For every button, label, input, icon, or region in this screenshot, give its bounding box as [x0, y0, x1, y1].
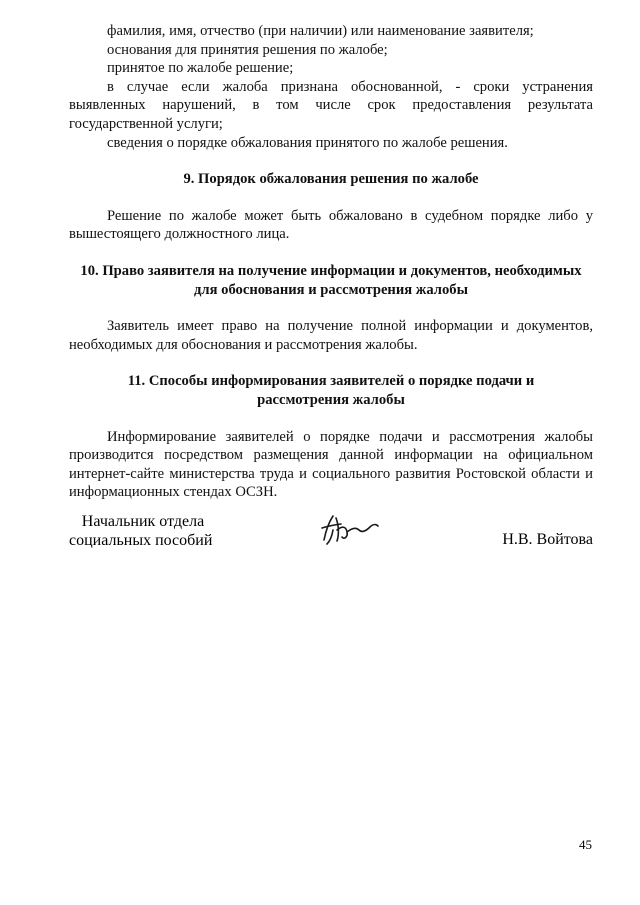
section-10-heading-line1: 10. Право заявителя на получение информации и документов, необходимых — [80, 262, 582, 279]
section-10-heading — [69, 262, 593, 299]
section-10-heading-line2: для обоснования и рассмотрения жалобы — [194, 281, 468, 298]
complaint-decision-list — [69, 22, 593, 152]
section-9-heading: 9. Порядок обжалования решения по жалобе — [183, 171, 479, 188]
position-line2: социальных пособий — [69, 532, 213, 549]
list-item: основания для принятия решения по жалобе; — [107, 41, 388, 58]
handwritten-signature-icon — [314, 510, 380, 548]
list-item: фамилия, имя, отчество (при наличии) или наименование заявителя; — [107, 23, 534, 39]
position-line1: Начальник отдела — [81, 513, 205, 530]
section-11-heading-line1: 11. Способы информирования заявителей о порядке подачи и — [127, 373, 535, 390]
signature-block — [69, 512, 593, 552]
section-9-text: Решение по жалобе может быть обжаловано в судебном порядке либо у вышестоящего должностного лица. — [69, 207, 593, 243]
list-item: сведения о порядке обжалования принятого по жалобе решения. — [107, 134, 508, 151]
list-item: в случае если жалоба признана обоснованной, - сроки устранения выявленных нарушений, в том числе срок предоставления результата государственной услуги; — [69, 78, 593, 132]
list-item: принятое по жалобе решение; — [107, 60, 294, 77]
page-number: 45 — [579, 837, 592, 852]
section-11-heading-line2: рассмотрения жалобы — [257, 391, 405, 408]
signatory-name: Н.В. Войтова — [502, 531, 593, 548]
signatory-position — [69, 512, 217, 550]
section-11-text: Информирование заявителей о порядке подачи и рассмотрения жалобы производится посредством размещения данной информации на официальном интернет-сайте министерства труда и социального развития Ростовской области и информационных стендах ОСЗН. — [69, 428, 593, 501]
section-11-heading — [69, 372, 593, 409]
section-10-text: Заявитель имеет право на получение полной информации и документов, необходимых для обоснования и рассмотрения жалобы. — [69, 318, 593, 353]
